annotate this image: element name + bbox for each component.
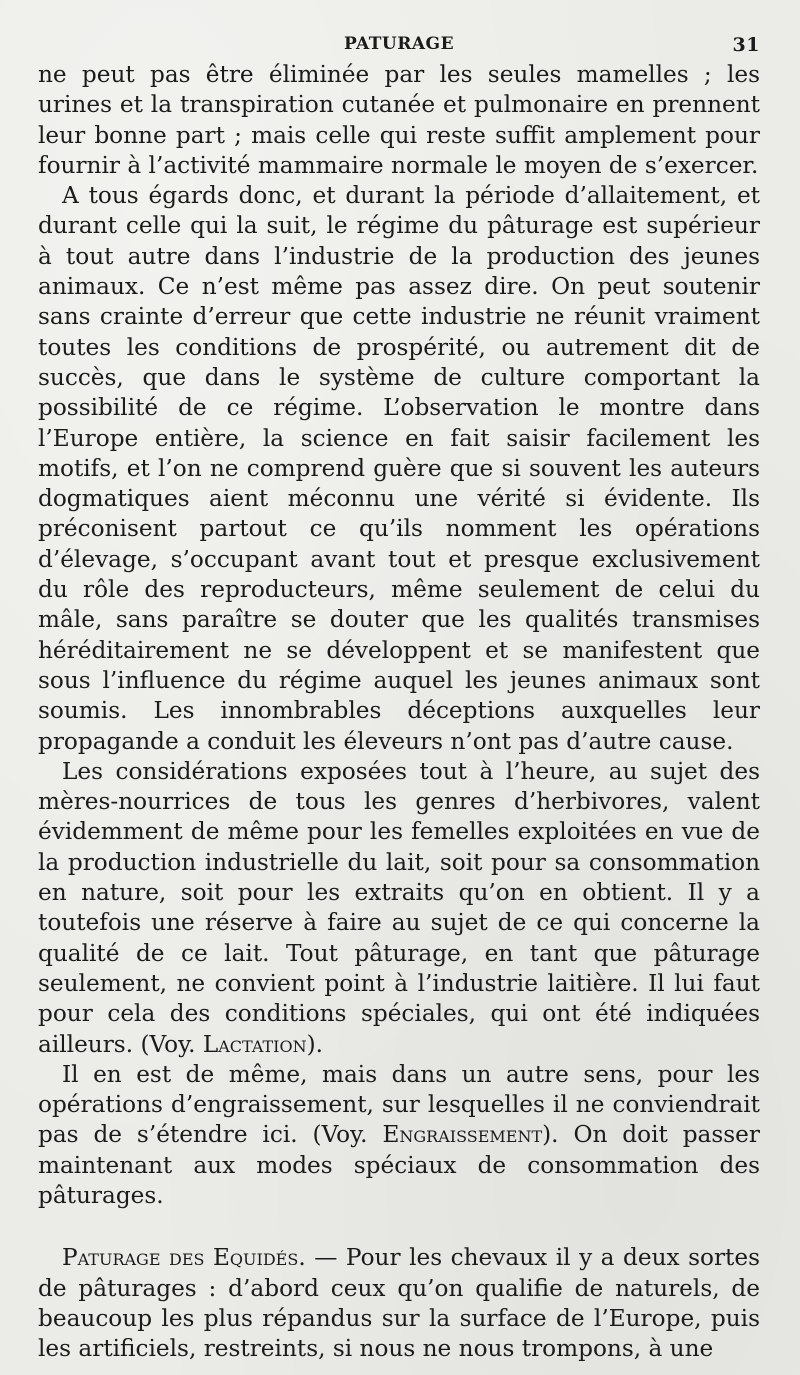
section-paragraph	[38, 1243, 760, 1364]
body-text	[38, 60, 760, 1364]
cross-reference-lactation: Lactation	[202, 1030, 307, 1058]
paragraph-4	[38, 1060, 760, 1211]
paragraph-2: A tous égards donc, et durant la période d’allaitement, et durant celle qui la suit, le régime du pâturage est supérieur à tout autre dans l’industrie de la production des jeunes animaux. Ce n’est même pas assez dire. On peut soutenir sans crainte d’erreur que cette industrie ne réunit vraiment toutes les conditions de prospérité, ou autrement dit de succès, que dans le système de culture comportant la possibilité de ce régime. L’observation le montre dans l’Europe entière, la science en fait saisir facilement les motifs, et l’on ne comprend guère que si souvent les auteurs dogmatiques aient méconnu une vérité si évidente. Ils préconisent partout ce qu’ils nomment les opérations d’élevage, s’occupant avant tout et presque exclusivement du rôle des reproducteurs, même seulement de celui du mâle, sans paraître se douter que les qualités transmises héréditairement ne se développent et se manifestent que sous l’influence du régime auquel les jeunes animaux sont soumis. Les innombrables déceptions auxquelles leur propagande a conduit les éleveurs n’ont pas d’autre cause.	[38, 182, 760, 755]
section-text: — Pour les chevaux il y a deux sortes de pâturages : d’abord ceux qu’on qualifie de naturels, de beaucoup les plus répandus sur la surface de l’Europe, puis les artificiels, restreints, si nous ne nous trompons, à une	[38, 1244, 760, 1363]
paragraph-continuation: ne peut pas être éliminée par les seules mamelles ; les urines et la transpiration cutanée et pulmonaire en prennent leur bonne part ; mais celle qui reste suffit amplement pour fournir à l’activité mammaire normale le moyen de s’exercer.	[38, 61, 760, 179]
paragraph-3-text: Les considérations exposées tout à l’heure, au sujet des mères-nourrices de tous les genres d’herbivores, valent évidemment de même pour les femelles exploitées en vue de la production industrielle du lait, soit pour sa consommation en nature, soit pour les extraits qu’on en obtient. Il y a toutefois une réserve à faire au sujet de ce qui concerne la qualité de ce lait. Tout pâturage, en tant que pâturage seulement, ne convient point à l’industrie laitière. Il lui faut pour cela des conditions spéciales, qui ont été indiquées ailleurs. (Voy.	[38, 757, 760, 1058]
paragraph-4-end: ). On doit passer maintenant aux modes spéciaux de consommation des pâturages.	[38, 1121, 760, 1209]
running-title: PATURAGE	[343, 34, 455, 54]
paragraph-4-text: Il en est de même, mais dans un autre sens, pour les opérations d’engraissement, sur lesquelles il ne conviendrait pas de s’étendre ici. (Voy.	[38, 1060, 760, 1149]
running-head	[38, 30, 760, 60]
page-number: 31	[732, 34, 760, 56]
paragraph-3-end: ).	[306, 1030, 324, 1058]
paragraph-3	[38, 757, 760, 1060]
cross-reference-engraissement: Engraissement	[382, 1121, 543, 1149]
section-heading: Paturage des Equidés.	[62, 1244, 306, 1272]
